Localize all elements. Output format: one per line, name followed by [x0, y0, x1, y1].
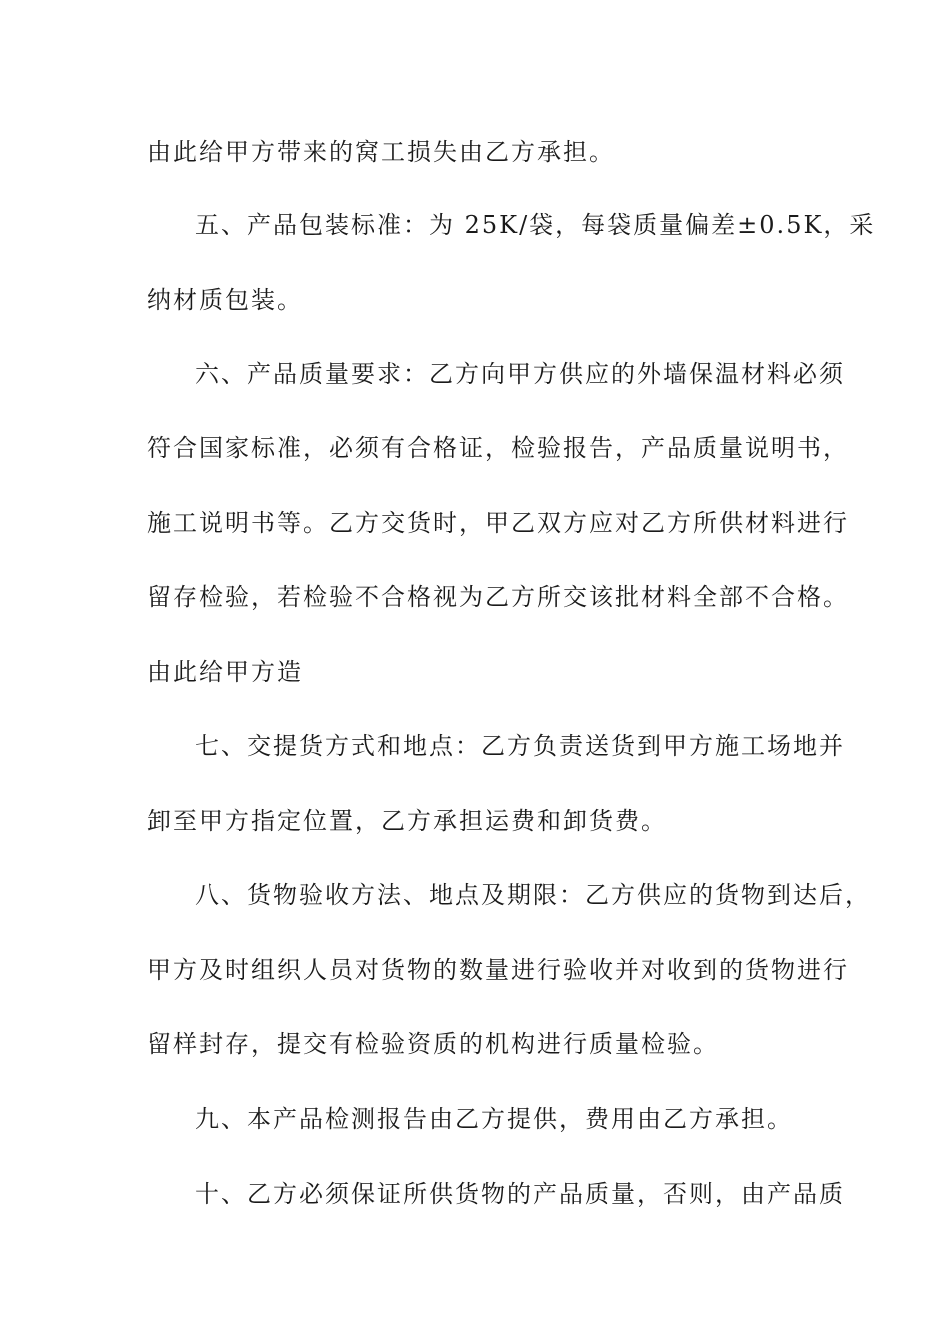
text-line: 施工说明书等。乙方交货时，甲乙双方应对乙方所供材料进行 — [147, 509, 849, 537]
clause-7-heading-line: 七、交提货方式和地点：乙方负责送货到甲方施工场地并 — [195, 732, 845, 760]
clause-5-heading-line: 五、产品包装标准：为 25K/袋，每袋质量偏差±0.5K，采 — [195, 211, 876, 239]
text-line: 留存检验，若检验不合格视为乙方所交该批材料全部不合格。 — [147, 583, 849, 611]
clause-9-heading-line: 九、本产品检测报告由乙方提供，费用由乙方承担。 — [195, 1105, 793, 1133]
text-line: 纳材质包装。 — [147, 286, 303, 314]
text-line: 符合国家标准，必须有合格证，检验报告，产品质量说明书， — [147, 434, 849, 462]
text-line: 由此给甲方造 — [147, 658, 303, 686]
text-line: 留样封存，提交有检验资质的机构进行质量检验。 — [147, 1030, 719, 1058]
clause-6-heading-line: 六、产品质量要求：乙方向甲方供应的外墙保温材料必须 — [195, 360, 845, 388]
clause-10-heading-line: 十、乙方必须保证所供货物的产品质量，否则，由产品质 — [195, 1180, 845, 1208]
text-line: 卸至甲方指定位置，乙方承担运费和卸货费。 — [147, 807, 667, 835]
text-line: 甲方及时组织人员对货物的数量进行验收并对收到的货物进行 — [147, 956, 849, 984]
clause-8-heading-line: 八、货物验收方法、地点及期限：乙方供应的货物到达后， — [195, 881, 871, 909]
text-line: 由此给甲方带来的窝工损失由乙方承担。 — [147, 138, 615, 166]
